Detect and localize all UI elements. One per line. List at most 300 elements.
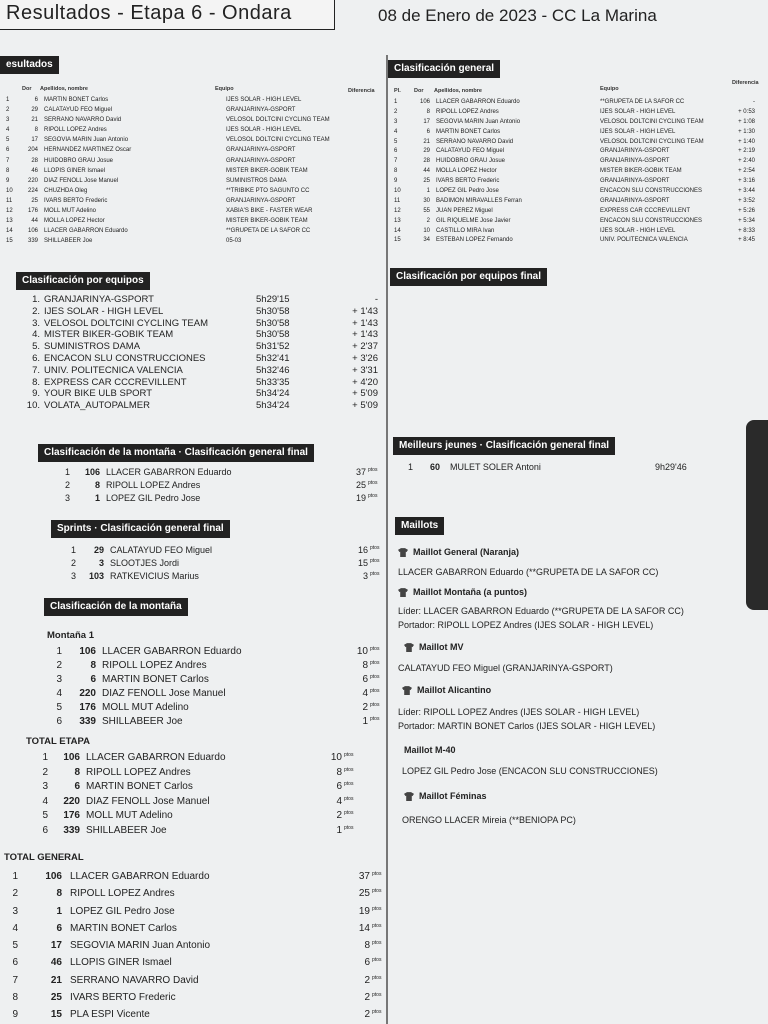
team: GRANJARINYA-GSPORT	[600, 178, 670, 185]
table-row	[390, 208, 760, 218]
pts-unit: ptos	[370, 702, 380, 708]
rider-name: RIPOLL LOPEZ Andres	[44, 127, 107, 134]
team: GRANJARINYA-GSPORT	[226, 197, 296, 204]
table-row	[390, 178, 760, 188]
dor: 106	[63, 752, 80, 763]
points: 25	[358, 888, 370, 900]
dor: 17	[31, 137, 38, 144]
maillot-name: Maillot MV	[419, 642, 464, 652]
pos: 3	[70, 571, 76, 581]
table-row	[390, 129, 760, 139]
team: IJES SOLAR - HIGH LEVEL	[600, 128, 676, 135]
pos: 6	[12, 957, 18, 969]
maillot-name: Maillot Montaña (a puntos)	[413, 587, 527, 597]
team: MISTER BIKER-GOBIK TEAM	[226, 167, 308, 174]
rider-name: SHILLABEER Joe	[86, 824, 167, 836]
team-time: 5h30'58	[256, 329, 290, 341]
col-dor: Dor	[22, 86, 32, 92]
dor: 339	[79, 716, 96, 727]
pts-unit: ptos	[344, 781, 354, 787]
table-row	[390, 119, 760, 129]
rider-name: MARTIN BONET Carlos	[70, 922, 177, 934]
rider-name: LLACER GABARRON Eduardo	[70, 871, 210, 882]
pos: 3	[64, 493, 70, 503]
table-row	[390, 109, 760, 119]
pts-unit: ptos	[344, 752, 354, 758]
pos: 8	[12, 992, 18, 1004]
dor: 17	[50, 940, 62, 952]
pos: 3	[6, 117, 10, 124]
team-diff: + 1'43	[352, 329, 378, 341]
pos: 7	[6, 157, 10, 164]
table-row	[390, 188, 760, 198]
rider-name: MOLLA LOPEZ Hector	[44, 218, 105, 225]
rider-name: MARTIN BONET Carlos	[436, 128, 501, 135]
rider-name: DIAZ FENOLL Jose Manuel	[86, 795, 210, 807]
pts-unit: ptos	[370, 646, 380, 652]
rider-name: CALATAYUD FEO Miguel	[436, 148, 505, 155]
rank: 4.	[32, 329, 40, 341]
team: GRANJARINYA-GSPORT	[226, 147, 296, 154]
rider-name: RATKEVICIUS Marius	[110, 571, 199, 581]
pos: 1	[6, 97, 10, 103]
table-row	[4, 147, 384, 157]
team: **TRIBIKE PTO SAGUNTO CC	[226, 187, 310, 194]
sprints-header: Sprints · Clasificación general final	[51, 520, 230, 538]
pos: 6	[394, 148, 398, 155]
dor: 220	[27, 177, 38, 184]
gen-col-pl: Pl.	[394, 88, 401, 94]
points: 16	[357, 545, 368, 555]
dor: 17	[423, 118, 430, 125]
team: **GRUPETA DE LA SAFOR CC	[226, 228, 311, 235]
maillot-line: ORENGO LLACER Mireia (**BENIOPA PC)	[402, 815, 576, 825]
pts-unit: ptos	[372, 905, 382, 912]
pos: 13	[394, 217, 401, 224]
rider-name: LLACER GABARRON Eduardo	[106, 467, 232, 477]
dor: 8	[90, 660, 96, 671]
rider-name: LLACER GABARRON Eduardo	[102, 646, 242, 657]
pts-unit: ptos	[370, 558, 380, 564]
rank: 2.	[32, 305, 40, 317]
dor: 8	[426, 108, 430, 115]
team: VELOSOL DOLTCINI CYCLING TEAM	[226, 137, 330, 144]
points: 3	[362, 571, 368, 581]
points: 25	[355, 480, 366, 490]
maillot-feminas-title	[404, 791, 487, 801]
dor: 1	[426, 188, 430, 195]
rider-name: RIPOLL LOPEZ Andres	[436, 108, 499, 115]
col-diff: Diferencia	[348, 88, 375, 94]
rider-name: LOPEZ GIL Pedro Jose	[436, 188, 499, 195]
pos: 8	[6, 167, 10, 174]
pos: 3	[12, 905, 18, 917]
rider-name: RIPOLL LOPEZ Andres	[102, 660, 207, 671]
points: 1	[336, 824, 342, 836]
rider-name: CALATAYUD FEO Miguel	[110, 545, 213, 555]
rider-name: SERRANO NAVARRO David	[70, 974, 199, 986]
rider-name: RIPOLL LOPEZ Andres	[106, 480, 201, 490]
table-row	[4, 97, 384, 107]
table-row	[26, 353, 386, 365]
montana-final-header: Clasificación de la montaña · Clasificación general final	[38, 444, 314, 462]
diff: + 8:33	[738, 227, 755, 234]
pts-unit: ptos	[344, 795, 354, 802]
team: MISTER BIKER-GOBIK TEAM	[226, 218, 308, 225]
points: 10	[356, 646, 368, 657]
team: GRANJARINYA-GSPORT	[600, 148, 670, 155]
points: 2	[336, 810, 342, 821]
points: 1	[362, 716, 368, 727]
table-row	[4, 228, 384, 238]
gen-col-name: Apellidos, nombre	[434, 88, 482, 94]
team: GRANJARINYA-GSPORT	[600, 158, 670, 165]
points: 4	[336, 795, 342, 807]
dor: 106	[27, 228, 38, 235]
table-row	[4, 208, 384, 218]
rank: 9.	[32, 388, 40, 400]
rider-name: JUAN PEREZ Miguel	[436, 207, 493, 214]
dor: 6	[426, 128, 430, 135]
diff: + 8:45	[738, 237, 755, 244]
rider-name: MOLL MUT Adelino	[44, 208, 97, 215]
points: 6	[362, 674, 368, 685]
maillot-alicantino-title	[402, 685, 491, 695]
dor: 10	[423, 227, 430, 234]
team: SUMINISTROS DAMA	[226, 177, 287, 184]
column-divider	[386, 55, 388, 1024]
pts-unit: ptos	[344, 824, 354, 831]
pos: 10	[6, 187, 13, 194]
rank: 7.	[32, 364, 40, 376]
points: 19	[358, 905, 370, 917]
total-general-title: TOTAL GENERAL	[4, 852, 84, 863]
pos: 4	[12, 922, 18, 934]
pos: 13	[6, 218, 13, 225]
table-row	[390, 168, 760, 178]
diff: + 1:08	[738, 118, 755, 125]
pos: 1	[12, 871, 18, 882]
dor: 6	[34, 97, 38, 103]
diff: + 3:44	[738, 188, 755, 195]
table-row	[26, 294, 386, 306]
pos: 7	[394, 158, 398, 165]
rank: 6.	[32, 352, 40, 364]
diff: + 2:40	[738, 158, 755, 165]
equipos-final-header: Clasificación por equipos final	[390, 268, 547, 286]
rider-name: PLA ESPI Vicente	[70, 1009, 150, 1021]
dor: 6	[56, 922, 62, 934]
points: 15	[357, 558, 368, 568]
points: 2	[364, 974, 370, 986]
team-time: 5h32'41	[256, 352, 290, 364]
table-row	[4, 137, 384, 147]
points: 8	[336, 766, 342, 778]
team-name: EXPRESS CAR CCCREVILLENT	[44, 376, 187, 388]
pos: 9	[6, 177, 10, 184]
pos: 1	[64, 467, 70, 477]
pos: 5	[12, 940, 18, 952]
rider-name: LLACER GABARRON Eduardo	[86, 752, 226, 763]
rider-name: SERRANO NAVARRO David	[44, 117, 122, 124]
rider-name: LOPEZ GIL Pedro Jose	[106, 493, 201, 503]
team: **GRUPETA DE LA SAFOR CC	[600, 99, 685, 105]
rider-name: HUIDOBRO GRAU Josue	[44, 157, 114, 164]
points: 37	[358, 871, 370, 882]
table-row	[4, 218, 384, 228]
rider-name: RIPOLL LOPEZ Andres	[70, 888, 175, 900]
table-row	[390, 148, 760, 158]
rider-name: DIAZ FENOLL Jose Manuel	[44, 177, 119, 184]
dor: 44	[423, 168, 430, 175]
team: GRANJARINYA-GSPORT	[600, 197, 670, 204]
maillot-line: LLACER GABARRON Eduardo (**GRUPETA DE LA SAFOR CC)	[398, 567, 659, 577]
rider-name: SLOOTJES Jordi	[110, 558, 180, 568]
maillot-m40-title: Maillot M-40	[404, 745, 456, 755]
rider-name: MOLL MUT Adelino	[86, 810, 173, 821]
table-row	[4, 198, 384, 208]
jersey-icon	[404, 643, 414, 652]
rider-name: HERNANDEZ MARTINEZ Oscar	[44, 147, 132, 154]
table-row	[26, 341, 386, 353]
table-row	[390, 99, 760, 109]
team: IJES SOLAR - HIGH LEVEL	[226, 127, 302, 134]
dor: 34	[423, 237, 430, 244]
diff: + 2:54	[738, 168, 755, 175]
maillot-line: LOPEZ GIL Pedro Jose (ENCACON SLU CONSTRUCCIONES)	[402, 766, 658, 776]
jersey-icon	[404, 792, 414, 801]
rider-name: SHILLABEER Joe	[44, 238, 93, 245]
pos: 15	[6, 238, 13, 245]
team-time: 5h34'24	[256, 388, 290, 400]
table-row	[4, 168, 384, 178]
dor: 46	[31, 167, 38, 174]
points: 19	[355, 493, 366, 503]
pts-unit: ptos	[344, 810, 354, 816]
rider-name: CASTILLO MIRA Ivan	[436, 227, 495, 234]
team: GRANJARINYA-GSPORT	[226, 107, 296, 114]
rider-name: LOPEZ GIL Pedro Jose	[70, 905, 175, 917]
diff: -	[753, 99, 755, 105]
team-diff: + 2'37	[352, 341, 378, 353]
points: 2	[364, 1009, 370, 1021]
rank: 5.	[32, 341, 40, 353]
rider-name: MARTIN BONET Carlos	[86, 781, 193, 792]
team-name: SUMINISTROS DAMA	[44, 341, 141, 353]
diff: + 3:16	[738, 178, 755, 185]
maillot-line: Líder: LLACER GABARRON Eduardo (**GRUPETA DE LA SAFOR CC)	[398, 606, 684, 616]
dor: 55	[423, 207, 430, 214]
maillot-general-title	[398, 547, 519, 557]
maillot-mv-title	[404, 642, 464, 652]
pos: 6	[56, 716, 62, 727]
table-row	[4, 188, 384, 198]
dor: 29	[93, 545, 104, 555]
dor: 1	[94, 493, 100, 503]
team-diff: + 1'43	[352, 305, 378, 317]
pos: 5	[394, 138, 398, 145]
rider-name: LLACER GABARRON Eduardo	[436, 99, 520, 105]
pos: 2	[56, 660, 62, 671]
points: 2	[362, 702, 368, 713]
race-date: 08 de Enero de 2023 - CC La Marina	[378, 6, 657, 25]
rider-name: BADIMON MIRAVALLES Ferran	[436, 197, 522, 204]
dor: 8	[34, 127, 38, 134]
dor: 339	[63, 824, 80, 836]
rider-name: MARTIN BONET Carlos	[102, 674, 209, 685]
pts-unit: ptos	[372, 888, 382, 895]
pos: 14	[6, 228, 13, 235]
dor: 28	[423, 158, 430, 165]
maillots-header: Maillots	[395, 517, 444, 535]
dor: 21	[31, 117, 38, 124]
dor: 106	[419, 99, 430, 105]
maillot-line: CALATAYUD FEO Miguel (GRANJARINYA-GSPORT)	[398, 663, 613, 673]
gen-col-dor: Dor	[414, 88, 424, 94]
gen-col-team: Equipo	[600, 86, 619, 92]
pos: 14	[394, 227, 401, 234]
pts-unit: ptos	[372, 940, 382, 947]
team-diff: + 3'26	[352, 352, 378, 364]
pts-unit: ptos	[370, 571, 380, 577]
team-time: 5h31'52	[256, 341, 290, 353]
pts-unit: ptos	[372, 992, 382, 999]
team-diff: -	[374, 294, 378, 305]
pos: 2	[70, 558, 76, 568]
table-row	[26, 388, 386, 400]
general-header: Clasificación general	[388, 60, 500, 78]
dor: 176	[27, 208, 38, 215]
maillot-name: Maillot Alicantino	[417, 685, 492, 695]
team-diff: + 5'09	[352, 388, 378, 400]
maillot-line: Portador: RIPOLL LOPEZ Andres (IJES SOLAR - HIGH LEVEL)	[398, 620, 654, 630]
diff: + 1:30	[738, 128, 755, 135]
team-name: UNIV. POLITECNICA VALENCIA	[44, 364, 183, 376]
dor: 21	[423, 138, 430, 145]
pos: 3	[394, 118, 398, 125]
dor: 204	[27, 147, 38, 154]
team: VELOSOL DOLTCINI CYCLING TEAM	[600, 138, 704, 145]
pos: 5	[42, 810, 48, 821]
rider-name: GIL RIQUELME Jose Javier	[436, 217, 511, 224]
dor: 1	[56, 905, 62, 917]
table-row	[4, 178, 384, 188]
team: VELOSOL DOLTCINI CYCLING TEAM	[600, 118, 704, 125]
pos: 15	[394, 237, 401, 244]
team: 05-03	[226, 238, 242, 245]
team: EXPRESS CAR CCCREVILLENT	[600, 207, 691, 214]
table-row	[4, 127, 384, 137]
pos: 2	[64, 480, 70, 490]
pos: 4	[42, 795, 48, 807]
team-name: IJES SOLAR - HIGH LEVEL	[44, 305, 164, 317]
team: ENCACON SLU CONSTRUCCIONES	[600, 217, 703, 224]
points: 2	[364, 992, 370, 1004]
points: 6	[364, 957, 370, 969]
pos: 2	[12, 888, 18, 900]
pos: 11	[394, 197, 401, 204]
points: 8	[364, 940, 370, 952]
team-name: MISTER BIKER-GOBIK TEAM	[44, 329, 174, 341]
total-etapa-title: TOTAL ETAPA	[26, 736, 91, 747]
pos: 4	[394, 128, 398, 135]
rider-name: LLACER GABARRON Eduardo	[44, 228, 128, 235]
dor: 25	[31, 197, 38, 204]
jersey-icon	[402, 686, 412, 695]
dor: 25	[423, 178, 430, 185]
dor: 3	[98, 558, 104, 568]
rider-name: CALATAYUD FEO Miguel	[44, 107, 113, 114]
rider-name: RIPOLL LOPEZ Andres	[86, 766, 191, 778]
rider-name: MOLLA LOPEZ Hector	[436, 168, 497, 175]
dor: 106	[79, 646, 96, 657]
rider-name: SHILLABEER Joe	[102, 716, 183, 727]
dor: 46	[50, 957, 62, 969]
points: 10	[330, 752, 342, 763]
montana-header: Clasificación de la montaña	[44, 598, 188, 616]
rank: 10.	[26, 400, 40, 412]
team-name: GRANJARINYA-GSPORT	[44, 294, 154, 305]
pos: 12	[6, 208, 13, 215]
maillot-name: Maillot Féminas	[419, 791, 487, 801]
pts-unit: ptos	[370, 688, 380, 694]
rider-name: ESTEBAN LOPEZ Fernando	[436, 237, 513, 244]
table-row	[390, 218, 760, 228]
dor: 176	[79, 702, 96, 713]
pos: 2	[42, 766, 48, 778]
team-name: VELOSOL DOLTCINI CYCLING TEAM	[44, 317, 209, 329]
rider-name: IVARS BERTO Frederic	[436, 178, 500, 185]
general-table	[390, 99, 760, 247]
team: UNIV. POLITECNICA VALENCIA	[600, 237, 688, 244]
dor: 15	[50, 1009, 62, 1021]
background-shadow	[746, 420, 768, 610]
team: ENCACON SLU CONSTRUCCIONES	[600, 188, 703, 195]
dor: 106	[45, 871, 62, 882]
rider-name: SEGOVIA MARIN Juan Antonio	[436, 118, 521, 125]
team-diff: + 3'31	[352, 364, 378, 376]
rider-name: LLOPIS GINER Ismael	[44, 167, 106, 174]
pos: 12	[394, 207, 401, 214]
pos: 5	[56, 702, 62, 713]
table-row	[26, 400, 386, 412]
dor: 220	[63, 795, 80, 807]
dor: 30	[423, 197, 430, 204]
pts-unit: ptos	[344, 766, 354, 773]
dor: 8	[94, 480, 100, 490]
team-name: YOUR BIKE ULB SPORT	[44, 388, 153, 400]
rider-name: LLOPIS GINER Ismael	[70, 957, 172, 969]
page-title: Resultados - Etapa 6 - Ondara	[0, 0, 335, 30]
table-row	[4, 158, 384, 168]
rider-name: SEGOVIA MARIN Juan Antonio	[70, 940, 211, 952]
table-row	[26, 365, 386, 377]
dor: 176	[63, 810, 80, 821]
pos: 9	[12, 1009, 18, 1021]
pos: 3	[42, 781, 48, 792]
pos: 2	[394, 108, 398, 115]
pos: 10	[394, 188, 401, 195]
team-time: 5h32'46	[256, 364, 290, 376]
pos: 7	[12, 974, 18, 986]
points: 6	[336, 781, 342, 792]
jeunes-name: MULET SOLER Antoni	[450, 462, 541, 472]
rider-name: MARTIN BONET Carlos	[44, 97, 109, 103]
dor: 29	[423, 148, 430, 155]
dor: 8	[56, 888, 62, 900]
maillot-name: Maillot General (Naranja)	[413, 547, 520, 557]
pts-unit: ptos	[372, 1009, 382, 1016]
